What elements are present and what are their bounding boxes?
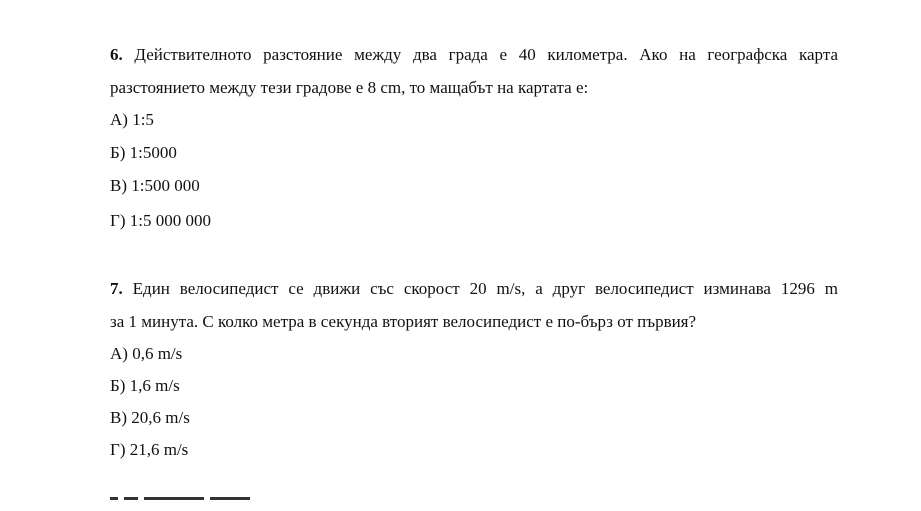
question-7-line-2: за 1 минута. С колко метра в секунда вторият велосипедист е по-бърз от първия? <box>110 312 697 331</box>
question-6-option-b: Б) 1:5000 <box>110 143 177 162</box>
question-6-option-d: Г) 1:5 000 000 <box>110 211 211 230</box>
question-7-number: 7. <box>110 279 123 298</box>
question-7-option-d: Г) 21,6 m/s <box>110 440 189 459</box>
cut-off-next-question <box>110 497 310 511</box>
question-7-option-a: А) 0,6 m/s <box>110 344 183 363</box>
question-6-option-a: А) 1:5 <box>110 110 154 129</box>
question-7-option-b: Б) 1,6 m/s <box>110 376 180 395</box>
question-7-option-c: В) 20,6 m/s <box>110 408 190 427</box>
question-7-text-line-1: Един велосипедист се движи със скорост 20 m/s, а друг велосипедист изминава 1296 m <box>132 279 838 298</box>
question-6-option-c: В) 1:500 000 <box>110 176 200 195</box>
question-7-line-1 <box>110 279 838 299</box>
question-6-number: 6. <box>110 45 123 64</box>
question-6-line-1 <box>110 45 838 65</box>
question-6-line-2: разстоянието между тези градове е 8 cm, то мащабът на картата е: <box>110 78 589 97</box>
question-6-text-line-1: Действителното разстояние между два града е 40 километра. Ако на географска карта <box>134 45 839 64</box>
